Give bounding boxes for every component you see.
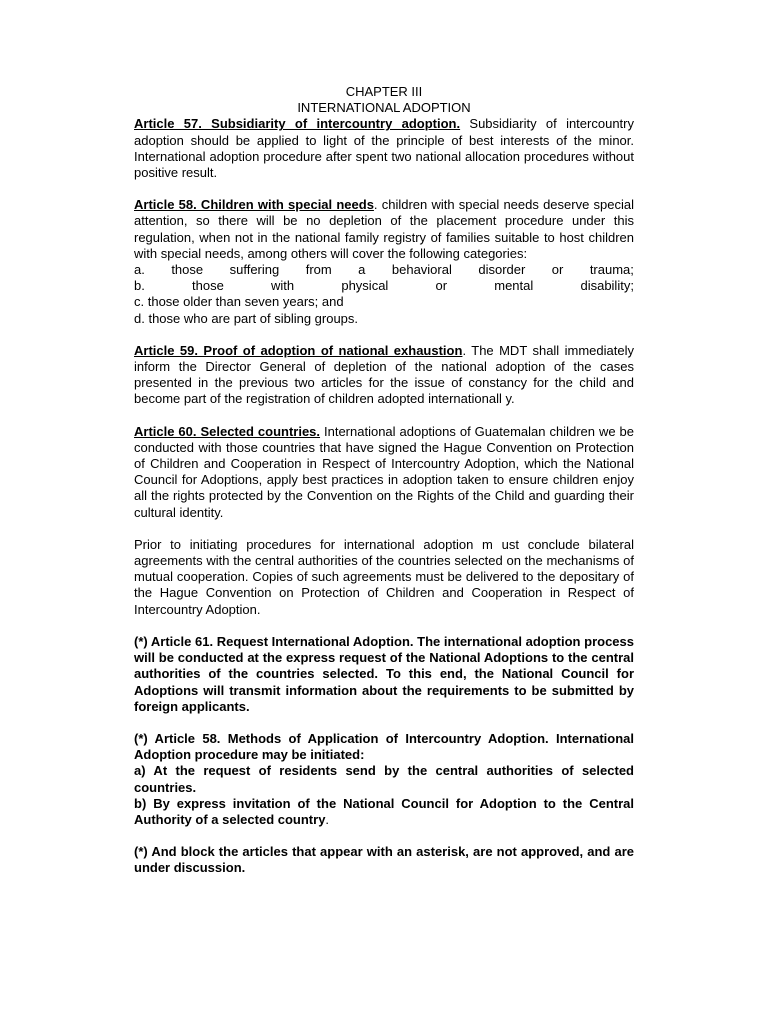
article-57-title: Article 57. Subsidiarity of intercountry adoption. (134, 116, 461, 132)
article-58-body: . children with special needs deserve special attention, so there will be no depletion of the placement procedure under this regulation, when not in the national family registry of families suitable to host children with special needs, among others will cover the following categories: (134, 197, 634, 261)
asterisk-note: (*) And block the articles that appear with an asterisk, are not approved, and are under discussion. (134, 844, 634, 876)
article-58-methods-intro: (*) Article 58. Methods of Application of Intercountry Adoption. International Adoption procedure may be initiated: (134, 730, 634, 763)
article-60-title: Article 60. Selected countries. (134, 423, 321, 439)
article-57-body: Subsidiarity of intercountry adoption should be applied to light of the principle of best interests of the minor. International adoption procedure after spent two national allocation procedures without positive result. (134, 116, 634, 181)
article-58 (134, 197, 634, 262)
article-58-title: Article 58. Children with special needs (134, 197, 374, 213)
article-58-item-d: d. those who are part of sibling groups. (134, 310, 359, 326)
article-58-methods-item-b: b) By express invitation of the National Council for Adoption to the Central Authority of a selected country. (134, 795, 634, 827)
article-58-methods-item-a: a) At the request of residents send by the central authorities of selected countries. (134, 763, 634, 795)
article-59 (134, 343, 634, 408)
chapter-number: CHAPTER III (345, 84, 423, 99)
article-61: (*) Article 61. Request International Adoption. The international adoption process will be conducted at the express request of the National Adoptions to the central authorities of the countries selected. To this end, the National Council for Adoptions will transmit information about the requirements to be submitted by foreign applicants. (134, 633, 634, 714)
article-60 (134, 424, 634, 521)
article-58-item-b: b. those with physical or mental disability; (134, 278, 634, 294)
chapter-title: INTERNATIONAL ADOPTION (297, 100, 471, 116)
article-60-body: International adoptions of Guatemalan children we be conducted with those countries that have signed the Hague Convention on Protection of Children and Cooperation in Respect of Intercountry Adoption, which the National Council for Adoptions, apply best practices in adoption taken to ensure children enjoy all the rights protected by the Convention on the Rights of the Child and guarding their cultural identity. (134, 423, 634, 520)
article-58-item-c: c. those older than seven years; and (134, 294, 344, 310)
article-58-item-a: a. those suffering from a behavioral disorder or trauma; (134, 262, 634, 278)
article-59-title: Article 59. Proof of adoption of national exhaustion (134, 342, 463, 358)
article-59-body: . The MDT shall immediately inform the Director General of depletion of the national adoption of the cases presented in the previous two articles for the issue of constancy for the child and become part of the registration of children adopted internationall y. (134, 342, 634, 407)
article-57 (134, 116, 634, 181)
article-60-paragraph-2: Prior to initiating procedures for international adoption m ust conclude bilateral agreements with the central authorities of the countries selected on the mechanisms of mutual cooperation. Copies of such agreements must be delivered to the depositary of the Hague Convention on Protection of Children and Cooperation in Respect of Intercountry Adoption. (134, 536, 634, 617)
document-page (134, 84, 634, 877)
